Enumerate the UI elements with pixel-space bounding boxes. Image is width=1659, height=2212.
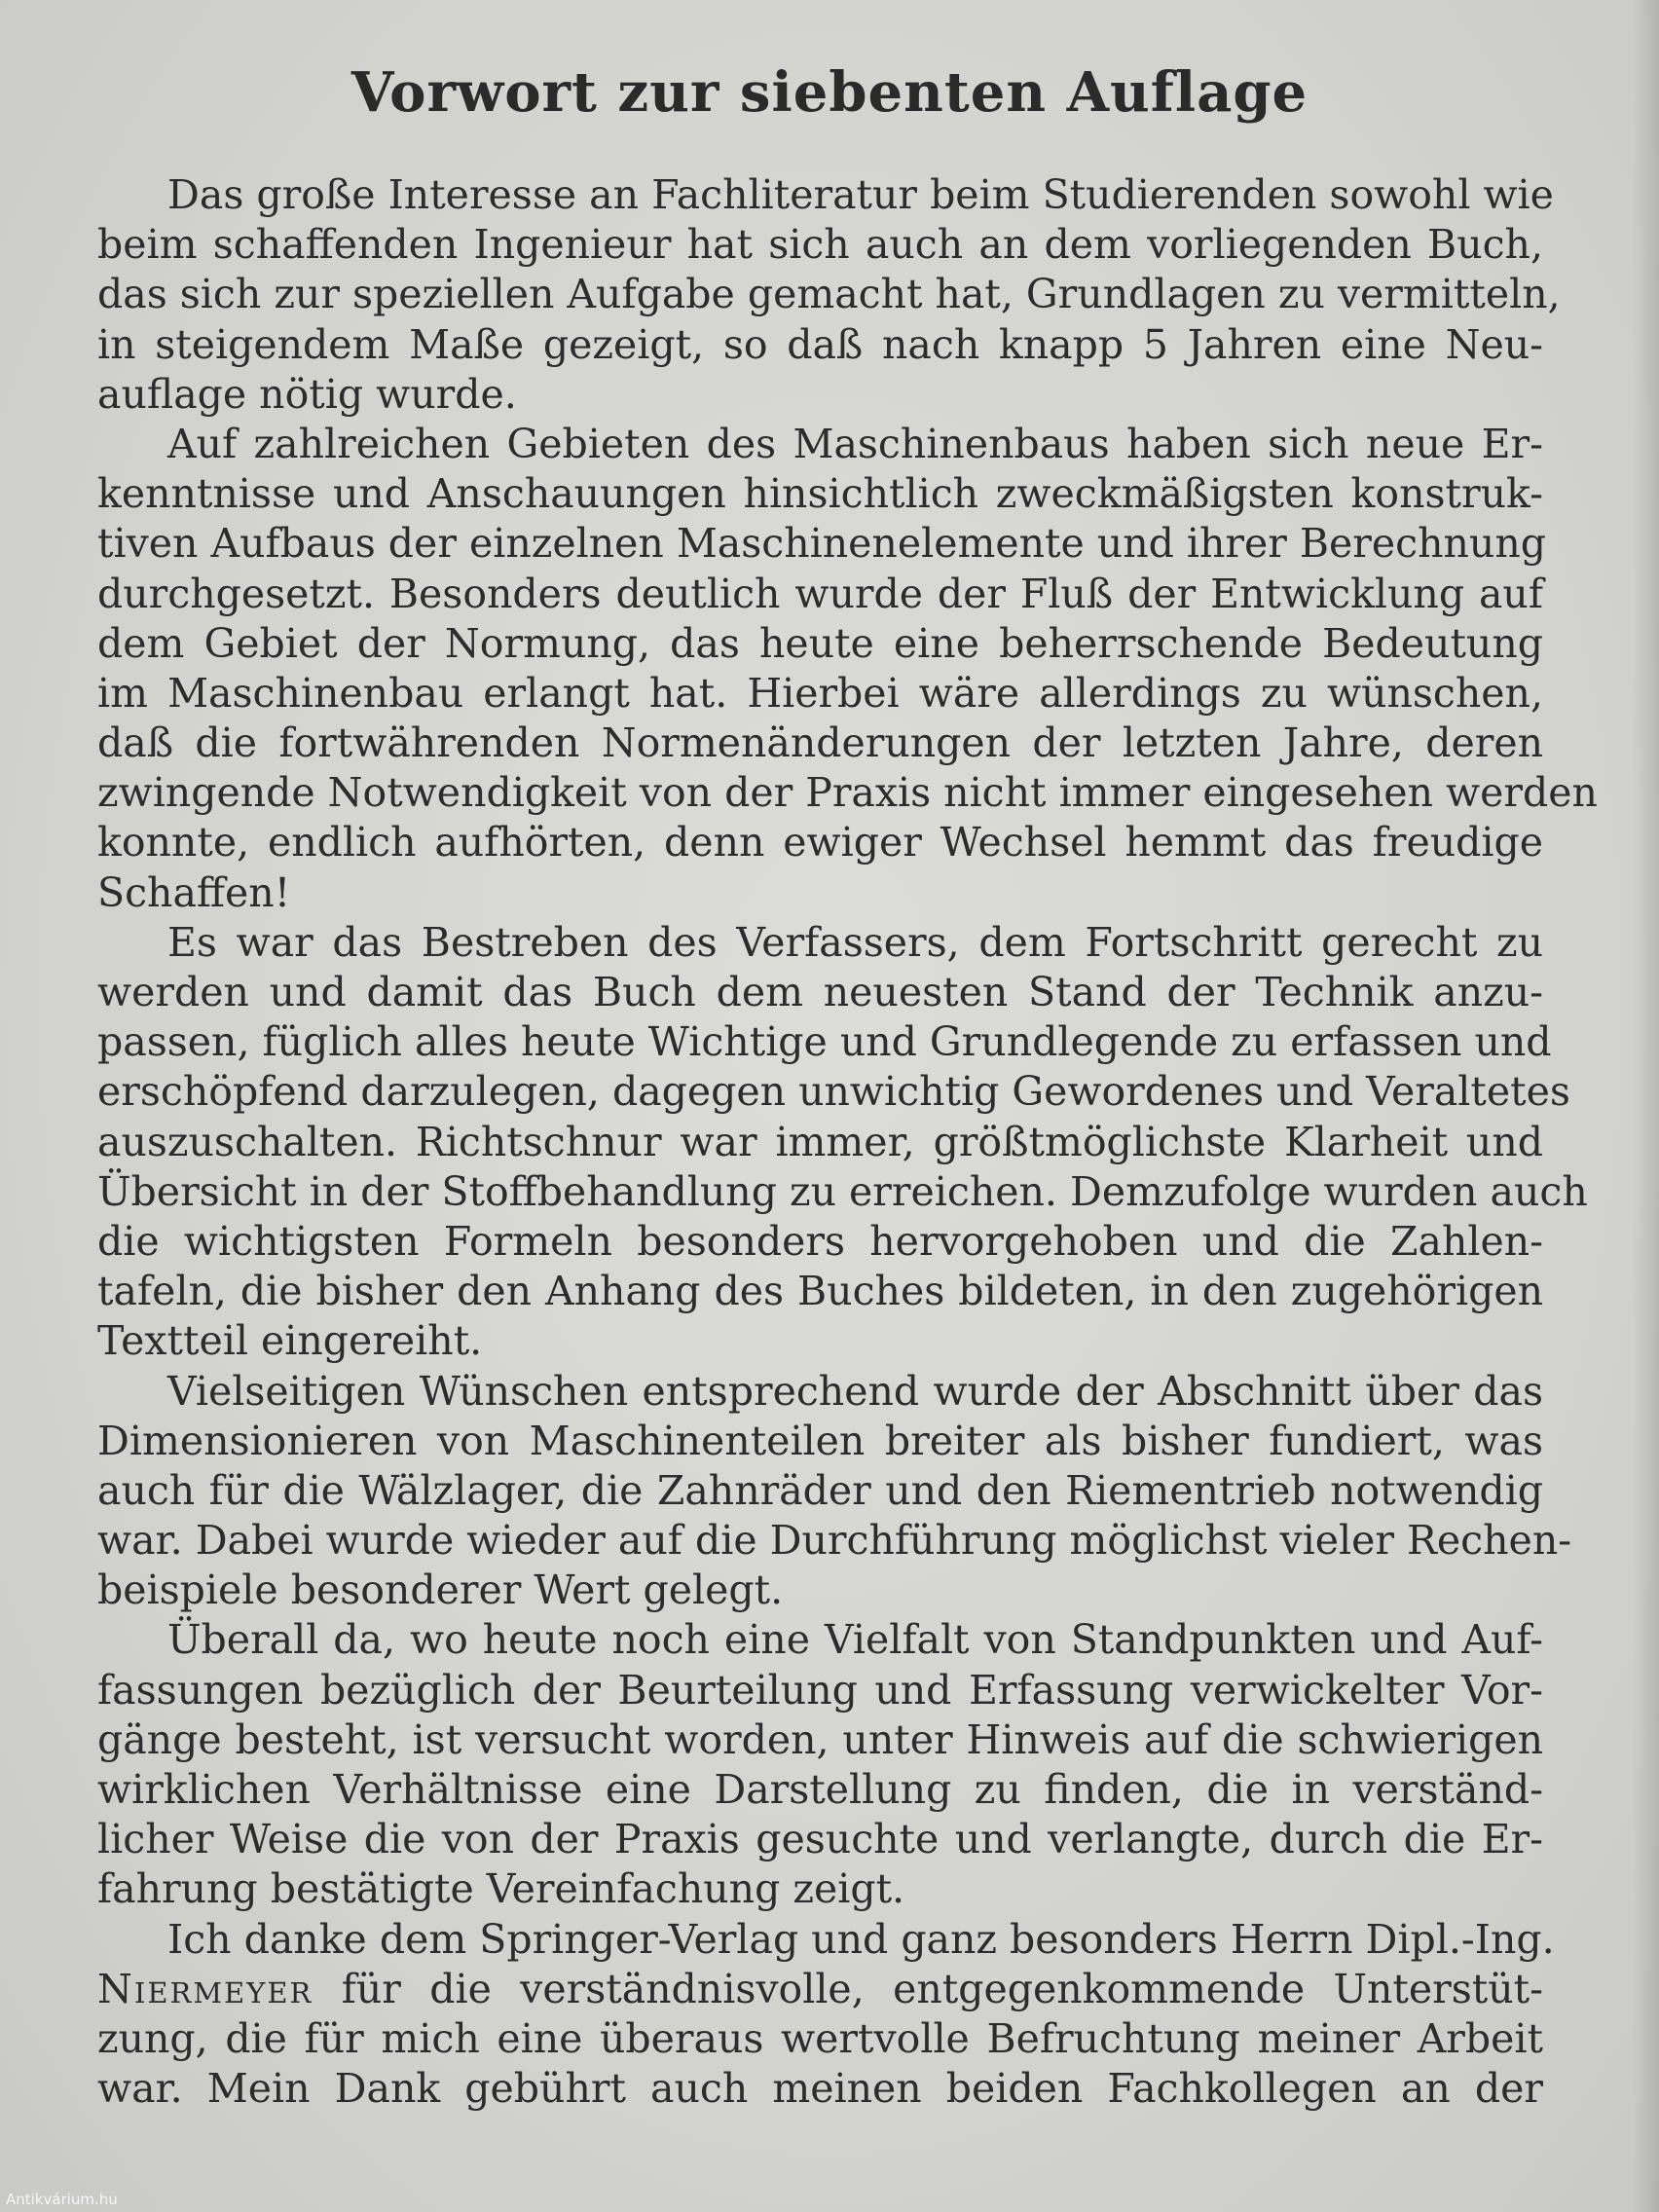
text-line: zung, die für mich eine überaus wertvolle Befruchtung meiner Arbeit — [97, 2014, 1543, 2062]
text-line: dem Gebiet der Normung, das heute eine beherrschende Bedeutung — [97, 619, 1543, 667]
text-line: Es war das Bestreben des Verfassers, dem Fortschritt gerecht zu — [167, 918, 1543, 966]
text-fragment: für die verständnisvolle, entgegenkommende Unterstüt- — [313, 1965, 1543, 2012]
paragraph-5 — [97, 1615, 1543, 1914]
text-line: konnte, endlich aufhörten, denn ewiger Wechsel hemmt das freudige — [97, 819, 1543, 866]
text-line: durchgesetzt. Besonders deutlich wurde der Fluß der Entwicklung auf — [97, 570, 1543, 617]
paragraph-2 — [97, 420, 1598, 918]
text-line: Auf zahlreichen Gebieten des Maschinenbaus haben sich neue Er- — [167, 420, 1543, 467]
text-line: wirklichen Verhältnisse eine Darstellung zu finden, die in verständ- — [97, 1766, 1543, 1813]
text-line: beim schaffenden Ingenieur hat sich auch an dem vorliegenden Buch, — [97, 221, 1543, 269]
page-title: Vorwort zur siebenten Auflage — [350, 60, 1309, 125]
text-line: licher Weise die von der Praxis gesuchte und verlangte, durch die Er- — [97, 1816, 1543, 1863]
text-line: Dimensionieren von Maschinenteilen breiter als bisher fundiert, was — [97, 1417, 1543, 1464]
text-line: die wichtigsten Formeln besonders hervorgehoben und die Zahlen- — [97, 1217, 1543, 1265]
text-line: auch für die Wälzlager, die Zahnräder und den Riementrieb notwendig — [97, 1466, 1543, 1514]
text-line: das sich zur speziellen Aufgabe gemacht hat, Grundlagen zu vermitteln, — [97, 271, 1561, 318]
text-line: in steigendem Maße gezeigt, so daß nach knapp 5 Jahren eine Neu- — [97, 320, 1543, 368]
text-line: im Maschinenbau erlangt hat. Hierbei wäre allerdings zu wünschen, — [97, 669, 1543, 717]
text-line: Überall da, wo heute noch eine Vielfalt von Standpunkten und Auf- — [167, 1616, 1543, 1664]
text-line: war. Mein Dank gebührt auch meinen beiden Fachkollegen an der — [97, 2065, 1543, 2113]
text-line: Textteil eingereiht. — [97, 1317, 483, 1365]
text-line: gänge besteht, ist versucht worden, unter Hinweis auf die schwierigen — [97, 1715, 1543, 1763]
text-line: tafeln, die bisher den Anhang des Buches bildeten, in den zugehörigen — [97, 1268, 1543, 1315]
text-line: Ich danke dem Springer-Verlag und ganz besonders Herrn Dipl.-Ing. — [167, 1915, 1555, 1963]
text-line: Schaffen! — [97, 868, 291, 916]
text-line: kenntnisse und Anschauungen hinsichtlich zweckmäßigsten konstruk- — [97, 470, 1543, 518]
text-line: beispiele besonderer Wert gelegt. — [97, 1567, 784, 1614]
page-edge-shadow — [1632, 0, 1659, 2212]
text-line: werden und damit das Buch dem neuesten Stand der Technik anzu- — [97, 969, 1543, 1015]
paragraph-1 — [97, 170, 1561, 420]
text-line: passen, füglich alles heute Wichtige und Grundlegende zu erfassen und — [97, 1018, 1552, 1066]
text-line: Übersicht in der Stoffbehandlung zu erreichen. Demzufolge wurden auch — [97, 1167, 1588, 1215]
text-line: auszuschalten. Richtschnur war immer, größtmöglichste Klarheit und — [97, 1118, 1543, 1165]
text-line — [97, 1965, 1543, 2014]
paragraph-4 — [97, 1367, 1572, 1616]
text-line: zwingende Notwendigkeit von der Praxis nicht immer eingesehen werden — [97, 769, 1598, 817]
text-line: fassungen bezüglich der Beurteilung und Erfassung verwickelter Vor- — [97, 1666, 1543, 1714]
text-line: Vielseitigen Wünschen entsprechend wurde der Abschnitt über das — [167, 1367, 1543, 1415]
text-line: war. Dabei wurde wieder auf die Durchführung möglichst vieler Rechen- — [97, 1517, 1572, 1565]
paragraph-3 — [97, 918, 1588, 1367]
text-line: daß die fortwährenden Normenänderungen der letzten Jahre, deren — [97, 719, 1543, 767]
text-line: erschöpfend darzulegen, dagegen unwichtig Gewordenes und Veraltetes — [97, 1068, 1570, 1116]
text-line: tiven Aufbaus der einzelnen Maschinenelemente und ihrer Berechnung — [97, 520, 1546, 568]
watermark: Antikvárium.hu — [6, 2191, 118, 2208]
person-name: Niermeyer — [97, 1965, 313, 2012]
text-line: fahrung bestätigte Vereinfachung zeigt. — [97, 1865, 905, 1913]
preface-body — [97, 170, 1598, 2114]
paragraph-6 — [97, 1915, 1555, 2115]
text-line: auflage nötig wurde. — [97, 370, 517, 418]
text-line: Das große Interesse an Fachliteratur beim Studierenden sowohl wie — [167, 171, 1554, 218]
